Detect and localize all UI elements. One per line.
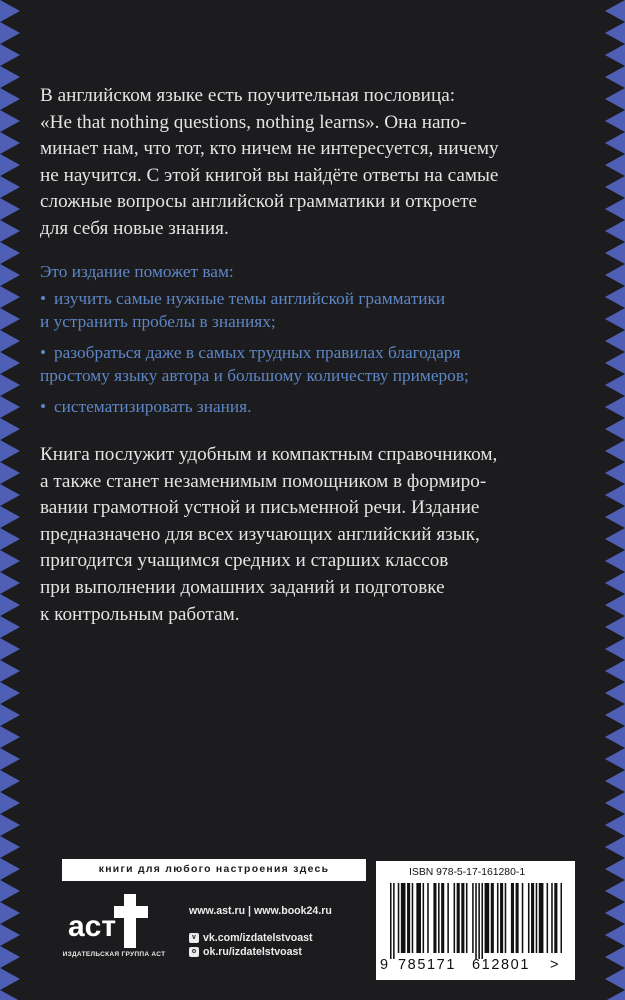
barcode-bar	[427, 883, 429, 953]
benefit-line: изучить самые нужные темы английской грамматики	[54, 288, 446, 308]
barcode-bar	[539, 883, 544, 953]
barcode-icon	[390, 883, 562, 959]
barcode-panel: ISBN 978-5-17-161280-1 9 785171 612801 >	[376, 861, 575, 980]
benefit-item	[40, 341, 580, 388]
barcode-bar	[461, 883, 464, 953]
websites-link[interactable]: www.ast.ru | www.book24.ru	[189, 905, 332, 917]
benefit-item	[40, 395, 580, 419]
barcode-bar	[441, 883, 444, 953]
barcode-bar	[491, 883, 494, 953]
barcode-bar	[561, 883, 563, 953]
bullet-icon: •	[40, 288, 47, 308]
summary-line: вании грамотной устной и письменной речи. Издание	[40, 497, 480, 519]
barcode-bar	[531, 883, 534, 953]
barcode-bar	[454, 883, 456, 953]
isbn-label: ISBN 978-5-17-161280-1	[409, 867, 526, 878]
summary-line: предназначено для всех изучающих английский язык,	[40, 523, 480, 545]
bullet-icon: •	[40, 396, 47, 416]
publisher-links	[189, 904, 332, 959]
intro-line: В английском языке есть поучительная пословица:	[40, 85, 456, 106]
barcode-bar	[478, 883, 480, 959]
benefit-line: систематизировать знания.	[54, 396, 252, 416]
barcode-bar	[536, 883, 538, 953]
barcode-bar	[547, 883, 549, 953]
bullet-icon: •	[40, 342, 47, 362]
barcode-bar	[475, 883, 477, 959]
logo-caption: ИЗДАТЕЛЬСКАЯ ГРУППА АСТ	[62, 951, 166, 958]
slogan-strip: книги для любого настроения здесь	[62, 859, 366, 881]
benefit-line: простому языку автора и большому количеству примеров;	[40, 366, 469, 385]
barcode-bar	[472, 883, 474, 953]
left-zigzag-border	[0, 0, 24, 1000]
barcode-bar	[447, 883, 449, 953]
barcode-bar	[398, 883, 400, 953]
benefit-line: и устранить пробелы в знаниях;	[40, 312, 276, 331]
barcode-bar	[522, 883, 524, 953]
barcode-bar	[393, 883, 395, 959]
barcode-bar	[412, 883, 414, 953]
vk-icon: v	[189, 933, 199, 943]
barcode-bar	[500, 883, 503, 953]
logo-text: аст	[68, 910, 117, 943]
intro-line: не научится. С этой книгой вы найдёте ответы на самые	[40, 164, 499, 186]
barcode-bar	[390, 883, 392, 959]
barcode-bar	[416, 883, 421, 953]
intro-line: минает нам, что тот, кто ничем не интересуется, ничему	[40, 138, 499, 160]
barcode-bar	[511, 883, 514, 953]
benefits-lead: Это издание поможет вам:	[40, 262, 234, 281]
barcode-bar	[423, 883, 425, 953]
barcode-bar	[551, 883, 553, 953]
barcode-bar	[438, 883, 440, 953]
barcode-bar	[554, 883, 557, 953]
barcode-bar	[433, 883, 436, 953]
benefits-list	[40, 287, 580, 419]
barcode-bar	[528, 883, 530, 953]
summary-line: а также станет незаменимым помощником в формиро-	[40, 470, 487, 492]
summary-line: при выполнении домашних заданий и подготовке	[40, 576, 445, 598]
benefit-line: разобраться даже в самых трудных правилах благодаря	[54, 342, 461, 362]
right-zigzag-border	[601, 0, 625, 1000]
summary-line: пригодится учащимся средних и старших классов	[40, 550, 449, 572]
barcode-bar	[457, 883, 460, 953]
benefit-item	[40, 287, 580, 334]
barcode-bar	[466, 883, 468, 953]
barcode-bar	[505, 883, 507, 953]
summary-line: Книга послужит удобным и компактным справочником,	[40, 444, 498, 465]
summary-line: к контрольным работам.	[40, 603, 240, 625]
barcode-bar	[497, 883, 499, 953]
intro-line: «He that nothing questions, nothing learns». Она напо-	[40, 111, 467, 133]
vk-link[interactable]: v vk.com/izdatelstvoast	[189, 931, 332, 945]
ok-icon: o	[189, 947, 199, 957]
intro-line: для себя новые знания.	[40, 217, 229, 239]
ok-link[interactable]: o ok.ru/izdatelstvoast	[189, 945, 332, 959]
benefits-block	[40, 260, 580, 425]
summary-paragraph	[40, 442, 580, 628]
barcode-bar	[407, 883, 410, 953]
barcode-bar	[401, 883, 406, 953]
barcode-bar	[485, 883, 490, 953]
intro-line: сложные вопросы английской грамматики и откроете	[40, 191, 478, 213]
barcode-bar	[481, 883, 483, 959]
intro-paragraph	[40, 83, 580, 243]
barcode-bar	[516, 883, 519, 953]
